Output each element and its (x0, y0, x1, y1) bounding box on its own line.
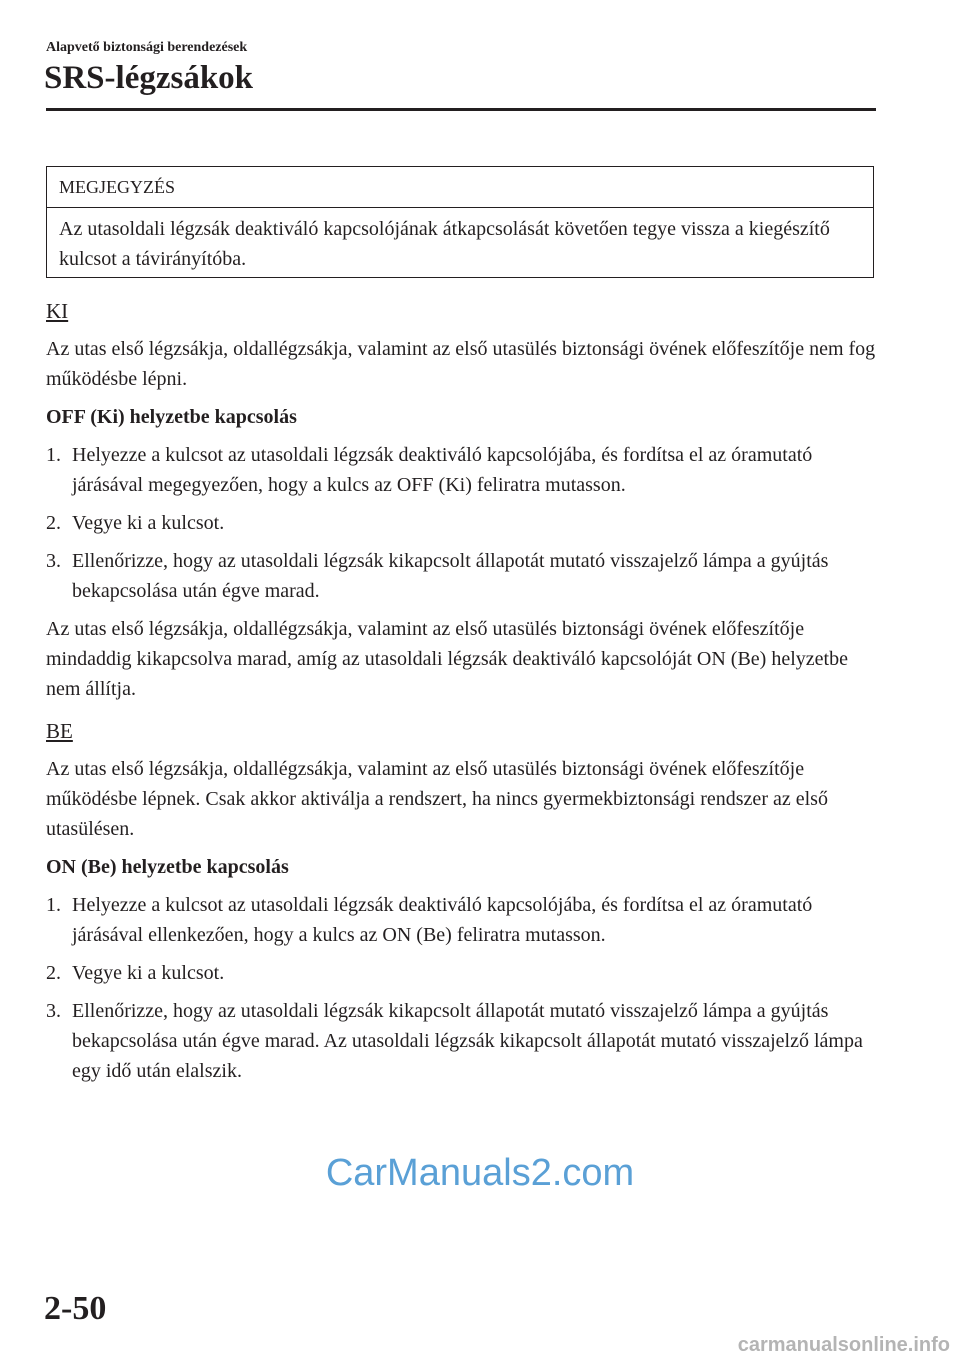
step-number: 1. (46, 444, 61, 466)
ki-procedure-title: OFF (Ki) helyzetbe kapcsolás (46, 406, 297, 428)
be-procedure-title: ON (Be) helyzetbe kapcsolás (46, 856, 289, 878)
page-number: 2-50 (44, 1290, 107, 1327)
step-text: Helyezze a kulcsot az utasoldali légzsák deaktiváló kapcsolójába, és fordítsa el az óramutató járásával megegyezően, hogy a kulcs az OFF (Ki) feliratra mutasson. (72, 444, 813, 496)
main-content (46, 292, 876, 1094)
footer-watermark: carmanualsonline.info (737, 1334, 950, 1356)
title-divider (46, 108, 876, 111)
list-item (46, 440, 876, 500)
list-item (46, 508, 876, 538)
note-box (46, 166, 874, 278)
step-text: Helyezze a kulcsot az utasoldali légzsák deaktiváló kapcsolójába, és fordítsa el az óramutató járásával ellenkezően, hogy a kulcs az ON (Be) feliratra mutasson. (72, 894, 813, 946)
page-title: SRS-légzsákok (44, 60, 254, 96)
section-label: Alapvető biztonsági berendezések (46, 40, 248, 55)
step-number: 1. (46, 894, 61, 916)
ki-closing: Az utas első légzsákja, oldallégzsákja, valamint az első utasülés biztonsági övének előfeszítője mindaddig kikapcsolva marad, amíg az utasoldali légzsák deaktiváló kapcsolóját ON (Be) helyzetbe nem állítja. (46, 618, 848, 700)
be-heading: BE (46, 719, 73, 743)
step-number: 3. (46, 550, 61, 572)
watermark: CarManuals2.com (325, 1152, 635, 1194)
list-item (46, 996, 876, 1086)
step-text: Vegye ki a kulcsot. (72, 962, 225, 984)
list-item (46, 958, 876, 988)
step-number: 2. (46, 962, 61, 984)
step-text: Ellenőrizze, hogy az utasoldali légzsák kikapcsolt állapotát mutató visszajelző lámpa a gyújtás bekapcsolása után égve marad. Az utasoldali légzsák kikapcsolt állapotát mutató visszajelző lámpa egy idő után elalszik. (72, 1000, 863, 1082)
note-text: Az utasoldali légzsák deaktiváló kapcsolójának átkapcsolását követően tegye vissza a kiegészítő kulcsot a távirányítóba. (59, 218, 830, 270)
ki-heading: KI (46, 299, 69, 323)
step-text: Vegye ki a kulcsot. (72, 512, 225, 534)
list-item (46, 890, 876, 950)
step-number: 2. (46, 512, 61, 534)
ki-intro: Az utas első légzsákja, oldallégzsákja, valamint az első utasülés biztonsági övének előfeszítője nem fog működésbe lépni. (46, 338, 876, 390)
be-intro: Az utas első légzsákja, oldallégzsákja, valamint az első utasülés biztonsági övének előfeszítője működésbe lépnek. Csak akkor aktiválja a rendszert, ha nincs gyermekbiztonsági rendszer az első utasülésen. (46, 758, 828, 840)
step-number: 3. (46, 1000, 61, 1022)
note-heading: MEGJEGYZÉS (47, 167, 873, 208)
ki-steps (46, 440, 876, 606)
be-steps (46, 890, 876, 1086)
list-item (46, 546, 876, 606)
step-text: Ellenőrizze, hogy az utasoldali légzsák kikapcsolt állapotát mutató visszajelző lámpa a gyújtás bekapcsolása után égve marad. (72, 550, 829, 602)
